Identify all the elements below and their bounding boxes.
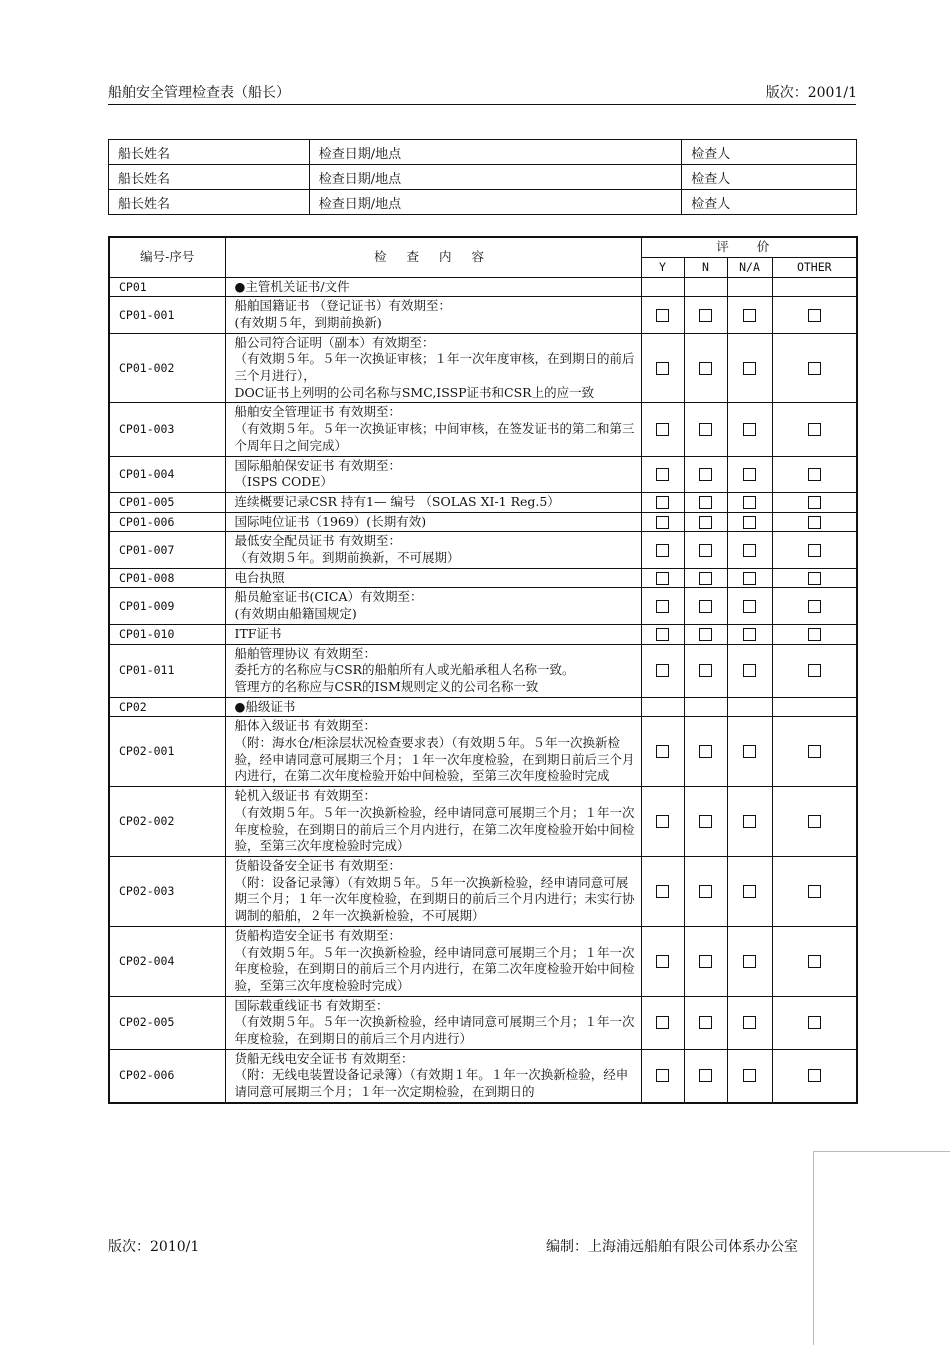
eval-cell-n: [684, 532, 727, 568]
checkbox-y[interactable]: [656, 664, 669, 677]
item-text-line: 货船无线电安全证书 有效期至：: [234, 1050, 414, 1066]
item-text-line: 船舶安全管理证书 有效期至：: [234, 404, 401, 420]
item-content: [225, 492, 641, 512]
eval-cell-other: [772, 492, 857, 512]
eval-cell-y: [641, 857, 684, 927]
item-text-line: （有效期５年。５年一次换证审核；中间审核，在签发证书的第二和第三个周年日之间完成）: [234, 421, 635, 453]
eval-cell-n: [684, 697, 727, 717]
item-content: [225, 926, 641, 996]
captain-name-label: 船长姓名: [109, 190, 310, 215]
checkbox-other[interactable]: [808, 815, 821, 828]
eval-cell-n: [684, 403, 727, 456]
checkbox-y[interactable]: [656, 745, 669, 758]
checkbox-other[interactable]: [808, 885, 821, 898]
item-text-line: 最低安全配员证书 有效期至：: [234, 533, 401, 549]
item-content: [225, 456, 641, 492]
checkbox-other[interactable]: [808, 544, 821, 557]
checkbox-na[interactable]: [743, 745, 756, 758]
checkbox-n[interactable]: [699, 815, 712, 828]
eval-cell-other: [772, 512, 857, 532]
checkbox-n[interactable]: [699, 745, 712, 758]
table-row: [109, 926, 857, 996]
item-text-line: 电台执照: [234, 569, 285, 585]
footer-version: 版次：2010/1: [108, 1239, 200, 1255]
checkbox-n[interactable]: [699, 885, 712, 898]
item-content: [225, 697, 641, 717]
inspection-date-location-label: 检查日期/地点: [309, 190, 681, 215]
checkbox-y[interactable]: [656, 496, 669, 509]
eval-cell-na: [727, 697, 772, 717]
item-content: [225, 787, 641, 857]
item-text-line: 船公司符合证明（副本）有效期至：: [234, 334, 435, 350]
item-content: [225, 717, 641, 787]
checkbox-n[interactable]: [699, 1016, 712, 1029]
eval-cell-na: [727, 717, 772, 787]
checklist-table: [108, 236, 858, 1104]
eval-cell-y: [641, 568, 684, 588]
checkbox-y[interactable]: [656, 885, 669, 898]
checkbox-n[interactable]: [699, 544, 712, 557]
checkbox-other[interactable]: [808, 1069, 821, 1082]
eval-cell-na: [727, 624, 772, 644]
eval-cell-n: [684, 926, 727, 996]
version-label: 版次：2001/1: [765, 85, 857, 101]
item-content: [225, 297, 641, 333]
item-code: CP02-003: [109, 857, 225, 927]
eval-cell-y: [641, 926, 684, 996]
checkbox-y[interactable]: [656, 1069, 669, 1082]
eval-cell-other: [772, 697, 857, 717]
checkbox-y[interactable]: [656, 955, 669, 968]
checkbox-other[interactable]: [808, 664, 821, 677]
eval-cell-y: [641, 277, 684, 297]
item-text-line: 连续概要记录CSR 持有1— 编号 （SOLAS XI-1 Reg.5）: [234, 493, 560, 509]
table-row: [109, 996, 857, 1049]
checkbox-y[interactable]: [656, 600, 669, 613]
eval-cell-other: [772, 624, 857, 644]
inspector-label: 检查人: [682, 165, 857, 190]
eval-cell-na: [727, 857, 772, 927]
table-row: [109, 717, 857, 787]
eval-cell-other: [772, 926, 857, 996]
eval-col-y: Y: [641, 257, 684, 277]
col-header-eval: 评 价: [641, 237, 857, 257]
eval-cell-y: [641, 492, 684, 512]
checkbox-n[interactable]: [699, 496, 712, 509]
eval-cell-n: [684, 787, 727, 857]
item-text-line: 船体入级证书 有效期至：: [234, 718, 376, 734]
table-row: [109, 644, 857, 697]
checkbox-na[interactable]: [743, 362, 756, 375]
eval-cell-y: [641, 624, 684, 644]
eval-cell-y: [641, 512, 684, 532]
item-text-line: 国际吨位证书（1969）(长期有效): [234, 513, 427, 529]
inspection-date-location-label: 检查日期/地点: [309, 140, 681, 165]
checkbox-na[interactable]: [743, 516, 756, 529]
eval-cell-other: [772, 996, 857, 1049]
inspection-info-table: [108, 139, 857, 215]
checkbox-na[interactable]: [743, 496, 756, 509]
table-row: [109, 492, 857, 512]
checkbox-na[interactable]: [743, 885, 756, 898]
info-row: [109, 190, 857, 215]
eval-cell-other: [772, 588, 857, 624]
checkbox-na[interactable]: [743, 600, 756, 613]
eval-cell-na: [727, 297, 772, 333]
col-header-content: 检 查 内 容: [225, 237, 641, 277]
eval-cell-other: [772, 568, 857, 588]
inspector-label: 检查人: [682, 140, 857, 165]
eval-col-na: N/A: [727, 257, 772, 277]
info-row: [109, 165, 857, 190]
checkbox-y[interactable]: [656, 544, 669, 557]
checkbox-y[interactable]: [656, 423, 669, 436]
table-row: [109, 588, 857, 624]
checkbox-other[interactable]: [808, 572, 821, 585]
checkbox-y[interactable]: [656, 1016, 669, 1029]
item-text-line: 国际船舶保安证书 有效期至：: [234, 457, 401, 473]
eval-cell-n: [684, 644, 727, 697]
table-row: [109, 857, 857, 927]
item-code: CP01-011: [109, 644, 225, 697]
eval-cell-other: [772, 717, 857, 787]
captain-name-label: 船长姓名: [109, 165, 310, 190]
eval-cell-n: [684, 717, 727, 787]
checkbox-n[interactable]: [699, 362, 712, 375]
eval-cell-other: [772, 456, 857, 492]
checkbox-na[interactable]: [743, 309, 756, 322]
item-text-line: （有效期５年。５年一次换新检验，经申请同意可展期三个月；１年一次年度检验，在到期日的前后三个月内进行）: [234, 1014, 635, 1047]
eval-cell-na: [727, 644, 772, 697]
eval-cell-n: [684, 512, 727, 532]
eval-cell-na: [727, 926, 772, 996]
item-content: [225, 532, 641, 568]
eval-cell-y: [641, 456, 684, 492]
item-code: CP01-002: [109, 333, 225, 403]
item-text-line: 委托方的名称应与CSR的船舶所有人或光船承租人名称一致。: [234, 662, 575, 678]
item-code: CP01-004: [109, 456, 225, 492]
item-text-line: （有效期５年。５年一次换证审核；１年一次年度审核，在到期日的前后三个月进行），: [234, 351, 635, 384]
eval-cell-na: [727, 403, 772, 456]
checkbox-n[interactable]: [699, 600, 712, 613]
document-title: 船舶安全管理检查表（船长）: [108, 85, 290, 101]
checkbox-na[interactable]: [743, 1016, 756, 1029]
info-row: [109, 140, 857, 165]
eval-cell-y: [641, 644, 684, 697]
table-row: [109, 403, 857, 456]
eval-cell-other: [772, 333, 857, 403]
item-text-line: （附：无线电装置设备记录簿）（有效期１年。１年一次换新检验，经申请同意可展期三个月；１年一次定期检验，在到期日的: [234, 1067, 629, 1100]
section-row: [109, 697, 857, 717]
item-content: [225, 588, 641, 624]
eval-cell-n: [684, 456, 727, 492]
eval-cell-na: [727, 492, 772, 512]
eval-cell-n: [684, 857, 727, 927]
item-code: CP02-001: [109, 717, 225, 787]
checkbox-n[interactable]: [699, 955, 712, 968]
eval-cell-n: [684, 1049, 727, 1103]
eval-cell-y: [641, 532, 684, 568]
item-code: CP02-006: [109, 1049, 225, 1103]
item-code: CP01-010: [109, 624, 225, 644]
checkbox-n[interactable]: [699, 1069, 712, 1082]
item-content: [225, 568, 641, 588]
item-content: [225, 644, 641, 697]
eval-cell-y: [641, 333, 684, 403]
checkbox-na[interactable]: [743, 572, 756, 585]
item-content: [225, 1049, 641, 1103]
eval-cell-na: [727, 787, 772, 857]
col-header-code: 编号-序号: [109, 237, 225, 277]
eval-cell-na: [727, 588, 772, 624]
eval-cell-na: [727, 333, 772, 403]
item-text-line: （附：设备记录簿）（有效期５年。５年一次换新检验，经申请同意可展期三个月；１年一次年度检验，在到期日的前后三个月内进行；未实行协调制的船舶，２年一次换新检验，不可展期）: [234, 874, 635, 924]
eval-cell-na: [727, 568, 772, 588]
item-content: [225, 512, 641, 532]
checkbox-n[interactable]: [699, 423, 712, 436]
item-text-line: （ISPS CODE）: [234, 474, 333, 490]
item-content: [225, 857, 641, 927]
item-text-line: 国际载重线证书 有效期至：: [234, 997, 389, 1013]
eval-cell-y: [641, 297, 684, 333]
eval-cell-y: [641, 403, 684, 456]
checkbox-y[interactable]: [656, 468, 669, 481]
checkbox-na[interactable]: [743, 468, 756, 481]
eval-cell-n: [684, 568, 727, 588]
item-code: CP01: [109, 277, 225, 297]
checkbox-n[interactable]: [699, 628, 712, 641]
eval-cell-na: [727, 512, 772, 532]
eval-cell-y: [641, 996, 684, 1049]
item-content: [225, 333, 641, 403]
eval-cell-other: [772, 403, 857, 456]
eval-cell-other: [772, 277, 857, 297]
item-text-line: 货船构造安全证书 有效期至：: [234, 927, 401, 943]
eval-cell-y: [641, 717, 684, 787]
eval-cell-n: [684, 996, 727, 1049]
checkbox-y[interactable]: [656, 815, 669, 828]
eval-cell-other: [772, 857, 857, 927]
checkbox-other[interactable]: [808, 516, 821, 529]
checkbox-other[interactable]: [808, 309, 821, 322]
checkbox-na[interactable]: [743, 544, 756, 557]
checkbox-y[interactable]: [656, 572, 669, 585]
item-code: CP02: [109, 697, 225, 717]
item-text-line: （附：海水仓/柜涂层状况检查要求表）（有效期５年。５年一次换新检验，经申请同意可展期三个月；１年一次年度检验，在到期日前后三个月内进行，在第二次年度检验开始中间检验，至第三次年度检验时完成: [234, 735, 635, 784]
checkbox-other[interactable]: [808, 955, 821, 968]
table-row: [109, 333, 857, 403]
section-row: [109, 277, 857, 297]
inspection-date-location-label: 检查日期/地点: [309, 165, 681, 190]
item-text-line: （有效期５年。５年一次换新检验，经申请同意可展期三个月；１年一次年度检验，在到期日的前后三个月内进行，在第二次年度检验开始中间检验，至第三次年度检验时完成）: [234, 804, 635, 854]
item-text-line: ●船级证书: [234, 698, 296, 714]
item-text-line: 船舶国籍证书 （登记证书）有效期至：: [234, 298, 451, 314]
table-row: [109, 568, 857, 588]
eval-cell-y: [641, 588, 684, 624]
eval-cell-y: [641, 1049, 684, 1103]
checkbox-other[interactable]: [808, 423, 821, 436]
eval-cell-na: [727, 532, 772, 568]
checkbox-na[interactable]: [743, 664, 756, 677]
eval-cell-n: [684, 492, 727, 512]
table-row: [109, 787, 857, 857]
item-text-line: （有效期５年。５年一次换新检验，经申请同意可展期三个月；１年一次年度检验，在到期日的前后三个月内进行，在第二次年度检验开始中间检验，至第三次年度检验时完成）: [234, 944, 635, 993]
checkbox-n[interactable]: [699, 309, 712, 322]
table-row: [109, 1049, 857, 1103]
eval-cell-na: [727, 277, 772, 297]
checkbox-other[interactable]: [808, 496, 821, 509]
item-code: CP01-006: [109, 512, 225, 532]
blank-overlay-panel: [813, 1151, 950, 1345]
item-code: CP01-007: [109, 532, 225, 568]
item-text-line: DOC证书上列明的公司名称与SMC,ISSP证书和CSR上的应一致: [234, 384, 595, 400]
checkbox-na[interactable]: [743, 815, 756, 828]
eval-cell-other: [772, 297, 857, 333]
item-text-line: 管理方的名称应与CSR的ISM规则定义的公司名称一致: [234, 678, 539, 694]
checkbox-na[interactable]: [743, 628, 756, 641]
item-content: [225, 624, 641, 644]
item-code: CP02-004: [109, 926, 225, 996]
table-row: [109, 624, 857, 644]
eval-cell-na: [727, 456, 772, 492]
eval-cell-y: [641, 787, 684, 857]
checkbox-n[interactable]: [699, 516, 712, 529]
table-row: [109, 456, 857, 492]
eval-cell-other: [772, 644, 857, 697]
checklist-table-wrapper: [108, 236, 858, 1229]
eval-cell-n: [684, 277, 727, 297]
header-divider: [108, 104, 856, 105]
eval-cell-other: [772, 787, 857, 857]
checkbox-y[interactable]: [656, 309, 669, 322]
item-text-line: （有效期５年。到期前换新，不可展期）: [234, 550, 460, 566]
item-text-line: 货船设备安全证书 有效期至：: [234, 858, 401, 873]
checkbox-na[interactable]: [743, 423, 756, 436]
item-code: CP01-003: [109, 403, 225, 456]
checkbox-n[interactable]: [699, 468, 712, 481]
captain-name-label: 船长姓名: [109, 140, 310, 165]
checkbox-n[interactable]: [699, 572, 712, 585]
eval-cell-na: [727, 1049, 772, 1103]
eval-cell-other: [772, 532, 857, 568]
checkbox-y[interactable]: [656, 516, 669, 529]
item-content: [225, 277, 641, 297]
item-content: [225, 403, 641, 456]
item-code: CP02-005: [109, 996, 225, 1049]
checkbox-other[interactable]: [808, 1016, 821, 1029]
eval-cell-y: [641, 697, 684, 717]
item-text-line: 轮机入级证书 有效期至：: [234, 788, 376, 804]
item-text-line: (有效期由船籍国规定): [234, 606, 357, 622]
checkbox-other[interactable]: [808, 600, 821, 613]
item-text-line: 船员舱室证书(CICA）有效期至：: [234, 589, 423, 605]
checkbox-na[interactable]: [743, 955, 756, 968]
item-text-line: 船舶管理协议 有效期至：: [234, 645, 376, 661]
checkbox-n[interactable]: [699, 664, 712, 677]
item-code: CP01-005: [109, 492, 225, 512]
table-row: [109, 512, 857, 532]
item-code: CP01-001: [109, 297, 225, 333]
eval-col-n: N: [684, 257, 727, 277]
checkbox-y[interactable]: [656, 628, 669, 641]
item-code: CP01-008: [109, 568, 225, 588]
eval-cell-n: [684, 588, 727, 624]
checkbox-other[interactable]: [808, 468, 821, 481]
item-code: CP02-002: [109, 787, 225, 857]
footer-compiled-by: 编制：上海浦远船舶有限公司体系办公室: [546, 1239, 798, 1255]
eval-cell-other: [772, 1049, 857, 1103]
table-row: [109, 297, 857, 333]
checkbox-other[interactable]: [808, 628, 821, 641]
item-text-line: ITF证书: [234, 625, 282, 641]
eval-col-other: OTHER: [772, 257, 857, 277]
table-row: [109, 532, 857, 568]
item-text-line: ●主管机关证书/文件: [234, 278, 350, 294]
checkbox-other[interactable]: [808, 745, 821, 758]
inspector-label: 检查人: [682, 190, 857, 215]
item-text-line: (有效期５年，到期前换新): [234, 314, 382, 330]
item-content: [225, 996, 641, 1049]
checkbox-other[interactable]: [808, 362, 821, 375]
eval-cell-n: [684, 624, 727, 644]
checkbox-na[interactable]: [743, 1069, 756, 1082]
eval-cell-n: [684, 333, 727, 403]
checkbox-y[interactable]: [656, 362, 669, 375]
eval-cell-na: [727, 996, 772, 1049]
eval-cell-n: [684, 297, 727, 333]
item-code: CP01-009: [109, 588, 225, 624]
